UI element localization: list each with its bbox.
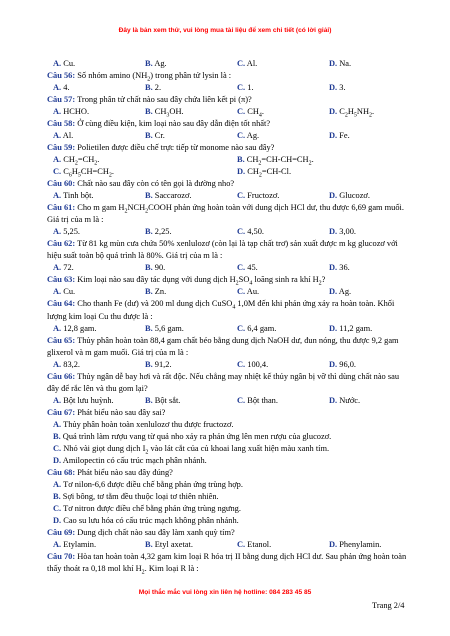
option-text: Cu. [61, 59, 76, 68]
option-letter: B. [145, 191, 153, 201]
question-number: Câu 68: [47, 467, 76, 477]
question [47, 527, 407, 539]
answer-option [237, 286, 259, 298]
option-letter: C. [237, 107, 246, 117]
answer-option [145, 323, 184, 335]
option-letter: B. [145, 287, 153, 297]
option-letter: A. [53, 419, 62, 429]
question-number: Câu 58: [47, 119, 76, 129]
option-letter: B. [53, 491, 61, 501]
option-text: Zn. [152, 287, 167, 297]
option-text: Tơ nilon-6,6 được điều chế bằng phản ứng trùng hợp. [61, 479, 243, 489]
answer-option [329, 130, 350, 142]
option-letter: A. [53, 155, 62, 165]
answer-option [329, 359, 356, 371]
question [47, 467, 407, 479]
answer-option [329, 286, 351, 298]
question [47, 551, 407, 575]
option-letter: D. [329, 263, 338, 273]
question-text: Hòa tan hoàn toàn 4,32 gam kim loại R hóa trị II bằng dung dịch HCl dư. Sau phản ứng hoàn toàn thấy thoát ra 0,18 mol khí $H_2$. Kim loại R là : [47, 552, 407, 576]
option-text: Sợi bông, tơ tằm đều thuộc loại tơ thiên nhiên. [60, 491, 219, 501]
question-text: Kim loại nào sau đây tác dụng với dung dịch $H_2SO_4$ loãng sinh ra khí $H_2$? [75, 275, 326, 288]
option-text: Saccarozơ. [152, 191, 192, 201]
option-text: Na. [337, 59, 352, 68]
question [47, 70, 407, 82]
answer-option [53, 323, 97, 335]
answer-option [237, 395, 278, 407]
question-number: Câu 70: [47, 552, 76, 562]
option-letter: D. [329, 287, 338, 297]
question-number: Câu 67: [47, 407, 76, 417]
option-letter: C. [53, 167, 62, 177]
option-text: Bột sắt. [152, 395, 181, 405]
option-letter: A. [53, 131, 62, 141]
option-text: 5,6 gam. [152, 323, 184, 333]
option-letter: A. [53, 287, 62, 297]
answer-options-row [47, 539, 407, 551]
option-letter: B. [145, 323, 153, 333]
answer-options-row [47, 154, 407, 166]
question-text: Dung dịch chất nào sau đây làm xanh quỳ tím? [75, 528, 235, 538]
answer-option-line [47, 491, 407, 503]
option-letter: A. [53, 83, 62, 93]
option-letter: A. [53, 191, 62, 201]
option-letter: D. [329, 131, 338, 141]
option-text: Phenylamin. [337, 540, 382, 550]
question-number: Câu 62: [47, 239, 76, 249]
option-letter: C. [237, 540, 246, 550]
answer-option [145, 58, 167, 70]
option-text: 3,00. [337, 227, 356, 237]
option-text: $C_6H_5CH=CH_2$. [61, 167, 114, 179]
answer-option [329, 323, 372, 335]
question [47, 274, 407, 286]
option-text: Al. [61, 131, 74, 141]
exam-questions [47, 58, 407, 575]
option-letter: D. [329, 83, 338, 93]
answer-option [53, 166, 114, 178]
question-text: Thủy ngân dễ bay hơi và rất độc. Nếu chẳng may nhiệt kế thủy ngân bị vỡ thì dùng chất nào sau đây để rắc lên và thu gom lại? [47, 371, 400, 393]
option-text: 5,25. [61, 227, 80, 237]
answer-option [237, 130, 259, 142]
answer-options-row [47, 359, 407, 371]
option-letter: B. [145, 227, 153, 237]
option-letter: D. [329, 359, 338, 369]
question-number: Câu 64: [47, 299, 76, 309]
question-text: Cho m gam $H_2NCH_2COOH$ phản ứng hoàn toàn với dung dịch HCl dư, thu được 6,69 gam muối. Giá trị của m là : [47, 203, 404, 225]
option-text: 4,50. [245, 227, 264, 237]
answer-option [237, 58, 257, 70]
option-letter: D. [329, 395, 338, 405]
answer-option-line [47, 443, 407, 455]
option-letter: D. [329, 540, 338, 550]
option-letter: C. [237, 83, 246, 93]
question-text: Polietilen được điều chế trực tiếp từ monome nào sau đây? [75, 143, 275, 153]
option-text: Cu. [61, 287, 76, 297]
option-letter: B. [145, 83, 153, 93]
answer-option [329, 106, 374, 118]
answer-option [145, 190, 192, 202]
option-text: $CH_2=CH-Cl$. [245, 167, 292, 179]
question [47, 238, 407, 262]
option-letter: D. [237, 167, 246, 177]
option-text: 4. [61, 83, 70, 93]
option-letter: B. [145, 131, 153, 141]
answer-option [53, 359, 80, 371]
option-letter: C. [237, 395, 246, 405]
question-text: Từ 81 kg mùn cưa chứa 50% xenlulozơ (còn lại là tạp chất trơ) sản xuất được m kg glucozơ với hiệu suất toàn bộ quá trình là 80%. Giá trị của m là : [47, 239, 398, 261]
question-text: Chất nào sau đây còn có tên gọi là đường nho? [75, 179, 235, 189]
option-letter: C. [237, 131, 246, 141]
option-letter: C. [237, 191, 246, 201]
option-text: Fructozơ. [245, 191, 280, 201]
answer-option [329, 190, 370, 202]
question-text: Phát biểu nào sau đây đúng? [75, 467, 173, 477]
option-letter: C. [53, 503, 62, 513]
option-letter: A. [53, 263, 62, 273]
option-letter: B. [145, 107, 153, 117]
option-letter: A. [53, 323, 62, 333]
answer-option [53, 395, 114, 407]
answer-options-row [47, 130, 407, 142]
answer-option [329, 226, 356, 238]
question-number: Câu 65: [47, 335, 76, 345]
option-text: Au. [245, 287, 260, 297]
answer-options-row [47, 58, 407, 70]
option-text: HCHO. [61, 107, 90, 117]
question [47, 407, 407, 419]
question [47, 371, 407, 395]
option-letter: B. [145, 59, 153, 68]
question-text: Thủy phân hoàn toàn 88,4 gam chất béo bằng dung dịch NaOH dư, đun nóng, thu được 9,2 gam glixerol và m gam muối. Giá trị của m là : [47, 335, 399, 357]
answer-option [145, 359, 172, 371]
option-text: 1. [245, 83, 254, 93]
option-letter: D. [53, 515, 62, 525]
answer-options-row [47, 226, 407, 238]
option-text: Ag. [337, 287, 352, 297]
question [47, 142, 407, 154]
option-letter: C. [53, 443, 62, 453]
option-letter: A. [53, 540, 62, 550]
answer-option [53, 286, 75, 298]
option-letter: B. [237, 155, 245, 165]
answer-option [237, 82, 254, 94]
option-text: 45. [245, 263, 258, 273]
answer-option [53, 262, 74, 274]
question-number: Câu 69: [47, 528, 76, 538]
answer-options-row [47, 166, 407, 178]
option-text: $C_2H_5NH_2$. [337, 107, 375, 119]
option-text: $CH_3OH$. [152, 107, 184, 119]
option-text: Al. [245, 59, 258, 68]
option-text: 3. [337, 83, 346, 93]
question-number: Câu 66: [47, 371, 76, 381]
answer-option [145, 130, 165, 142]
option-text: $CH_4$. [245, 107, 264, 119]
question-number: Câu 59: [47, 143, 76, 153]
answer-option [53, 154, 99, 166]
answer-option [329, 539, 381, 551]
option-text: Etylamin. [61, 540, 97, 550]
option-letter: A. [53, 59, 62, 68]
option-letter: A. [53, 479, 62, 489]
option-letter: C. [237, 323, 246, 333]
answer-option [237, 539, 271, 551]
answer-option [145, 82, 161, 94]
option-letter: A. [53, 359, 62, 369]
option-letter: C. [237, 227, 246, 237]
answer-option [53, 190, 94, 202]
answer-options-row [47, 395, 407, 407]
option-text: Quá trình làm rượu vang từ quả nho xảy ra phản ứng lên men rượu của glucozơ. [60, 431, 332, 441]
question [47, 94, 407, 106]
option-text: Etanol. [245, 540, 272, 550]
option-letter: A. [53, 395, 62, 405]
answer-options-row [47, 262, 407, 274]
answer-option [329, 262, 350, 274]
answer-option [53, 82, 70, 94]
question-text: Trong phân tử chất nào sau đây chứa liên kết pi (π)? [75, 95, 252, 105]
answer-options-row [47, 323, 407, 335]
preview-notice-banner: Đây là bản xem thử, vui lòng mua tài liệu để xem chi tiết (có lời giải) [118, 27, 332, 34]
answer-option-line [47, 479, 407, 491]
question-number: Câu 57: [47, 95, 76, 105]
option-text: 11,2 gam. [337, 323, 373, 333]
answer-option [145, 395, 180, 407]
question-number: Câu 61: [47, 203, 76, 213]
question-text: Số nhóm amino $(NH_2)$ trong phân tử lysin là : [75, 71, 232, 83]
option-letter: D. [329, 191, 338, 201]
option-text: Thủy phân hoàn toàn xenlulozơ thu được fructozơ. [61, 419, 234, 429]
answer-option [237, 154, 314, 166]
option-text: 6,4 gam. [245, 323, 277, 333]
option-text: 96,0. [337, 359, 356, 369]
option-letter: B. [53, 431, 61, 441]
option-text: Ag. [152, 59, 167, 68]
question-number: Câu 60: [47, 179, 76, 189]
option-letter: C. [237, 359, 246, 369]
answer-option-line [47, 455, 407, 467]
question [47, 298, 407, 322]
option-text: Bột lưu huỳnh. [61, 395, 114, 405]
answer-option-line [47, 503, 407, 515]
option-letter: C. [237, 263, 246, 273]
option-letter: C. [237, 59, 246, 68]
answer-option [329, 82, 346, 94]
option-text: Amilopectin có cấu trúc mạch phân nhánh. [61, 455, 207, 465]
answer-options-row [47, 106, 407, 118]
answer-options-row [47, 82, 407, 94]
option-text: $CH_2=CH_2$. [61, 155, 100, 167]
option-letter: B. [145, 540, 153, 550]
answer-option [145, 226, 172, 238]
option-letter: A. [53, 107, 62, 117]
answer-option-line [47, 419, 407, 431]
answer-option [53, 106, 89, 118]
answer-options-row [47, 190, 407, 202]
page-number: Trang 2/4 [372, 601, 405, 610]
question-text: Cho thanh Fe (dư) và 200 ml dung dịch CuSO$_4$ 1,0M đến khi phản ứng xảy ra hoàn toàn. Khối lượng kim loại Cu thu được là : [47, 299, 395, 321]
answer-option-line [47, 515, 407, 527]
option-text: 90. [152, 263, 166, 273]
option-text: Ag. [245, 131, 260, 141]
answer-option [53, 130, 73, 142]
answer-option [145, 539, 193, 551]
answer-option [329, 395, 360, 407]
option-letter: D. [329, 59, 338, 68]
answer-option-line [47, 431, 407, 443]
answer-options-row [47, 286, 407, 298]
option-text: Nước. [337, 395, 361, 405]
answer-option [145, 106, 184, 118]
option-text: 2,25. [152, 227, 172, 237]
answer-option [237, 166, 291, 178]
question [47, 335, 407, 359]
option-letter: D. [329, 107, 338, 117]
option-text: 91,2. [152, 359, 172, 369]
answer-option [53, 539, 96, 551]
option-text: Bột than. [245, 395, 278, 405]
answer-option [237, 323, 276, 335]
answer-option [237, 190, 279, 202]
option-letter: B. [145, 395, 153, 405]
option-letter: B. [145, 359, 153, 369]
answer-option [329, 58, 351, 70]
option-text: 72. [61, 263, 74, 273]
option-text: Cr. [152, 131, 165, 141]
option-letter: D. [329, 227, 338, 237]
answer-option [237, 226, 264, 238]
question-number: Câu 56: [47, 71, 76, 81]
option-text: Glucozơ. [337, 191, 370, 201]
option-letter: D. [329, 323, 338, 333]
question [47, 202, 407, 226]
option-text: Cao su lưu hóa có cấu trúc mạch không phân nhánh. [61, 515, 239, 525]
option-text: 12,8 gam. [61, 323, 97, 333]
option-letter: C. [237, 287, 246, 297]
question [47, 118, 407, 130]
answer-option [237, 262, 258, 274]
hotline-footer-banner: Mọi thắc mắc vui lòng xin liên hệ hotline: 084 283 45 85 [138, 589, 312, 596]
option-text: $CH_2=CH-CH=CH_2$. [244, 155, 314, 167]
option-text: 36. [337, 263, 350, 273]
answer-option [237, 359, 268, 371]
option-text: Tơ nitron được điều chế bằng phản ứng trùng ngưng. [61, 503, 241, 513]
question-text: Phát biểu nào sau đây sai? [75, 407, 166, 417]
answer-option [145, 262, 165, 274]
answer-option [237, 106, 264, 118]
option-text: 83,2. [61, 359, 80, 369]
option-text: Etyl axetat. [152, 540, 193, 550]
option-letter: B. [145, 263, 153, 273]
option-text: Fe. [337, 131, 350, 141]
answer-option [53, 58, 75, 70]
option-text: 100,4. [245, 359, 269, 369]
option-text: Tinh bột. [61, 191, 94, 201]
option-letter: D. [53, 455, 62, 465]
question [47, 178, 407, 190]
answer-option [145, 286, 166, 298]
option-text: Nhỏ vài giọt dung dịch $I_2$ vào lát cắt của củ khoai lang xuất hiện màu xanh tím. [61, 443, 330, 456]
option-letter: A. [53, 227, 62, 237]
question-number: Câu 63: [47, 275, 76, 285]
question-text: Ở cùng điều kiện, kim loại nào sau đây dẫn điện tốt nhất? [75, 119, 271, 129]
answer-option [53, 226, 80, 238]
option-text: 2. [152, 83, 162, 93]
